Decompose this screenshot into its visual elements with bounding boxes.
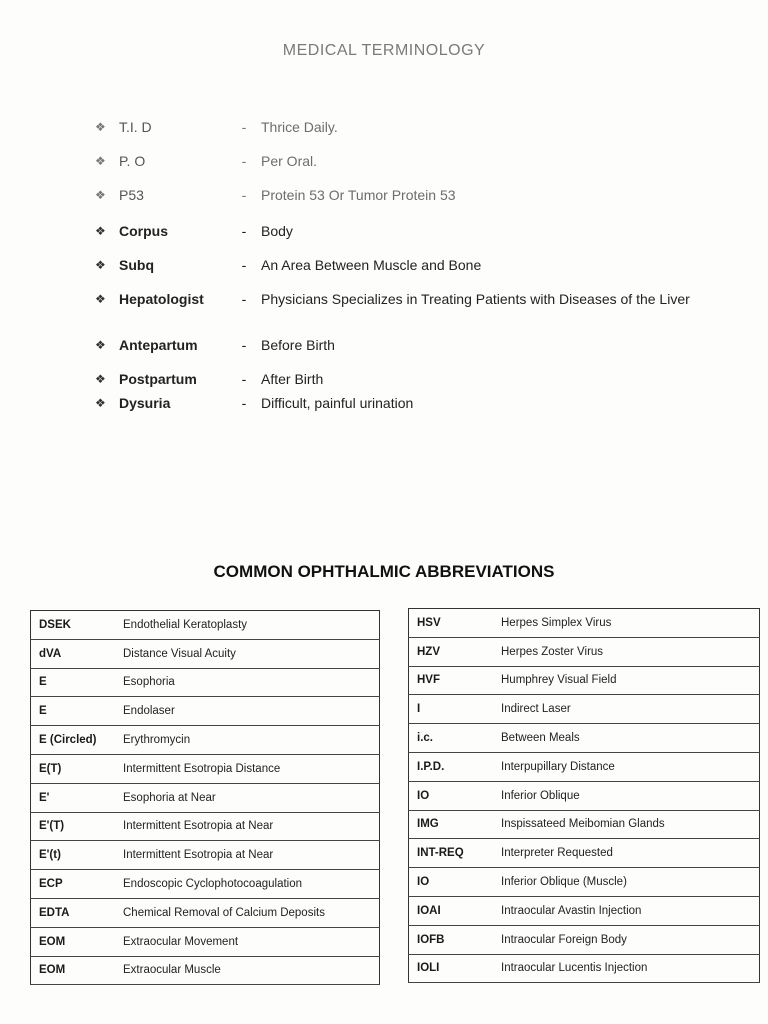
meaning-cell: Indirect Laser: [493, 695, 760, 724]
bullet-icon: ❖: [95, 120, 106, 134]
abbreviation-cell: HVF: [409, 666, 494, 695]
meaning-cell: Herpes Simplex Virus: [493, 609, 760, 638]
abbreviation-cell: ECP: [31, 870, 116, 899]
term-name: Corpus: [119, 223, 168, 239]
abbreviation-cell: E: [31, 697, 116, 726]
table-row: [31, 841, 380, 870]
table-row: [31, 726, 380, 755]
table-row: [409, 637, 760, 666]
section-title: COMMON OPHTHALMIC ABBREVIATIONS: [213, 562, 555, 581]
term-name: Postpartum: [119, 371, 197, 387]
meaning-cell: Intermittent Esotropia Distance: [115, 754, 380, 783]
abbreviation-cell: IOAI: [409, 896, 494, 925]
abbreviation-cell: E'(t): [31, 841, 116, 870]
term-item: [95, 392, 691, 414]
term-separator: -: [241, 119, 247, 135]
term-item: [95, 368, 691, 390]
term-definition: An Area Between Muscle and Bone: [261, 257, 482, 273]
meaning-cell: Herpes Zoster Virus: [493, 637, 760, 666]
term-name: P. O: [119, 153, 146, 169]
meaning-cell: Intraocular Lucentis Injection: [493, 954, 760, 983]
bullet-icon: ❖: [95, 188, 106, 202]
table-row: [409, 666, 760, 695]
abbreviation-cell: IO: [409, 868, 494, 897]
meaning-cell: Inferior Oblique (Muscle): [493, 868, 760, 897]
term-separator: -: [241, 223, 247, 239]
term-definition: After Birth: [261, 371, 324, 387]
abbreviation-cell: IMG: [409, 810, 494, 839]
term-separator: -: [241, 395, 247, 411]
term-separator: -: [241, 257, 247, 273]
meaning-cell: Esophoria at Near: [115, 783, 380, 812]
abbreviation-cell: dVA: [31, 639, 116, 668]
abbreviation-cell: IO: [409, 781, 494, 810]
abbreviation-cell: I.P.D.: [409, 752, 494, 781]
table-row: [409, 839, 760, 868]
term-name: Antepartum: [119, 337, 198, 353]
table-row: [31, 697, 380, 726]
meaning-cell: Endothelial Keratoplasty: [115, 611, 380, 640]
meaning-cell: Inferior Oblique: [493, 781, 760, 810]
table-row: [31, 956, 380, 985]
term-definition: Thrice Daily.: [261, 119, 338, 135]
table-row: [409, 609, 760, 638]
abbreviation-cell: HZV: [409, 637, 494, 666]
meaning-cell: Extraocular Muscle: [115, 956, 380, 985]
table-row: [31, 639, 380, 668]
abbreviation-cell: E(T): [31, 754, 116, 783]
table-row: [409, 896, 760, 925]
term-separator: -: [241, 371, 247, 387]
abbreviation-cell: E': [31, 783, 116, 812]
abbreviation-cell: I: [409, 695, 494, 724]
term-name: Dysuria: [119, 395, 171, 411]
meaning-cell: Distance Visual Acuity: [115, 639, 380, 668]
table-row: [409, 724, 760, 753]
term-definition: Before Birth: [261, 337, 335, 353]
abbreviation-cell: IOLI: [409, 954, 494, 983]
table-row: [409, 954, 760, 983]
page-title: MEDICAL TERMINOLOGY: [282, 42, 486, 59]
term-separator: -: [241, 337, 247, 353]
term-name: Hepatologist: [119, 291, 204, 307]
table-row: [409, 925, 760, 954]
table-row: [31, 783, 380, 812]
table-row: [31, 611, 380, 640]
meaning-cell: Between Meals: [493, 724, 760, 753]
table-row: [409, 781, 760, 810]
meaning-cell: Interpreter Requested: [493, 839, 760, 868]
abbreviation-cell: E: [31, 668, 116, 697]
bullet-icon: ❖: [95, 154, 106, 168]
meaning-cell: Extraocular Movement: [115, 927, 380, 956]
abbreviation-cell: IOFB: [409, 925, 494, 954]
abbreviation-cell: E (Circled): [31, 726, 116, 755]
table-row: [31, 927, 380, 956]
term-definition: Per Oral.: [261, 153, 318, 169]
abbreviation-cell: EDTA: [31, 898, 116, 927]
abbreviation-cell: INT-REQ: [409, 839, 494, 868]
table-row: [31, 812, 380, 841]
term-definition: Protein 53 Or Tumor Protein 53: [261, 187, 456, 203]
abbreviations-table-left: [30, 610, 380, 985]
meaning-cell: Chemical Removal of Calcium Deposits: [115, 898, 380, 927]
bullet-icon: ❖: [95, 396, 106, 410]
table-row: [31, 898, 380, 927]
bullet-icon: ❖: [95, 258, 106, 272]
term-definition: Body: [261, 223, 293, 239]
abbreviations-table-right: [408, 608, 760, 983]
table-row: [409, 810, 760, 839]
term-item: [95, 334, 691, 356]
abbreviation-cell: HSV: [409, 609, 494, 638]
table-row: [31, 870, 380, 899]
meaning-cell: Inspissateed Meibomian Glands: [493, 810, 760, 839]
table-row: [409, 868, 760, 897]
term-separator: -: [241, 291, 247, 307]
term-definition: Difficult, painful urination: [261, 395, 414, 411]
table-row: [31, 668, 380, 697]
term-name: Subq: [119, 257, 154, 273]
abbreviation-cell: DSEK: [31, 611, 116, 640]
bullet-icon: ❖: [95, 372, 106, 386]
abbreviation-cell: EOM: [31, 956, 116, 985]
meaning-cell: Humphrey Visual Field: [493, 666, 760, 695]
abbreviation-cell: i.c.: [409, 724, 494, 753]
term-item: [95, 254, 691, 276]
term-name: T.I. D: [119, 119, 152, 135]
term-item: [95, 150, 691, 172]
bullet-icon: ❖: [95, 224, 106, 238]
term-item: [95, 288, 691, 310]
term-item: [95, 184, 691, 206]
table-row: [31, 754, 380, 783]
meaning-cell: Esophoria: [115, 668, 380, 697]
bullet-icon: ❖: [95, 338, 106, 352]
abbreviation-cell: E'(T): [31, 812, 116, 841]
term-separator: -: [241, 187, 247, 203]
meaning-cell: Endoscopic Cyclophotocoagulation: [115, 870, 380, 899]
bullet-icon: ❖: [95, 292, 106, 306]
table-row: [409, 695, 760, 724]
term-definition: Physicians Specializes in Treating Patients with Diseases of the Liver: [261, 291, 690, 307]
meaning-cell: Endolaser: [115, 697, 380, 726]
term-separator: -: [241, 153, 247, 169]
abbreviation-cell: EOM: [31, 927, 116, 956]
term-item: [95, 220, 691, 242]
meaning-cell: Intermittent Esotropia at Near: [115, 841, 380, 870]
meaning-cell: Intermittent Esotropia at Near: [115, 812, 380, 841]
meaning-cell: Erythromycin: [115, 726, 380, 755]
table-row: [409, 752, 760, 781]
meaning-cell: Interpupillary Distance: [493, 752, 760, 781]
meaning-cell: Intraocular Avastin Injection: [493, 896, 760, 925]
term-name: P53: [119, 187, 144, 203]
term-item: [95, 116, 691, 138]
meaning-cell: Intraocular Foreign Body: [493, 925, 760, 954]
